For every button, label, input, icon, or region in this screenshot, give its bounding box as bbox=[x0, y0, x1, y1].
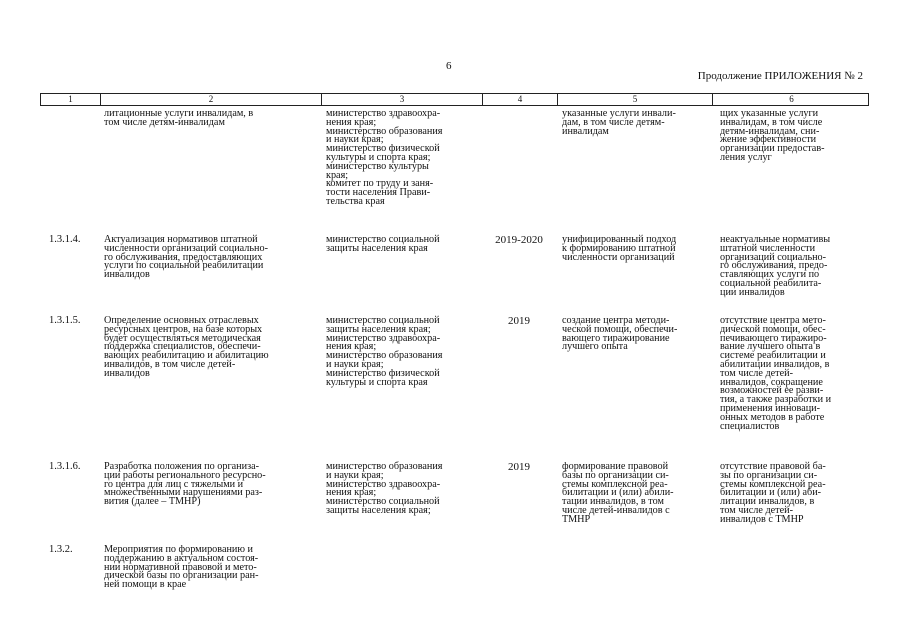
responsible-cell: министерство социальной защиты населения края; министерство здравоохра- нения края; министерство образования и науки края; министерство физической культуры и спорта края bbox=[326, 315, 443, 388]
result-cell: формирование правовой базы по организации си- стемы комплексной реа- билитации и (или) абили- тации инвалидов, в том числе детей-инвалидов с ТМНР bbox=[562, 461, 674, 525]
item-number: 1.3.1.5. bbox=[49, 315, 81, 326]
item-number: 1.3.1.6. bbox=[49, 461, 81, 472]
result-cell: унифицированный подход к формированию штатной численности организаций bbox=[562, 234, 677, 263]
period-cell: 2019 bbox=[508, 315, 530, 327]
responsible-cell: министерство социальной защиты населения края bbox=[326, 234, 440, 254]
result-cell: указанные услуги инвали- дам, в том числе детям- инвалидам bbox=[562, 108, 676, 137]
event-cell: литационные услуги инвалидам, в том числе детям-инвалидам bbox=[104, 108, 254, 128]
result-cell: создание центра методи- ческой помощи, обеспечи- вающего тиражирование лучшего опыта bbox=[562, 315, 678, 353]
consequence-cell: отсутствие правовой ба- зы по организации си- стемы комплексной реа- билитации и (или) аби- литации инвалидов, в том числе детей- инвалидов с ТМНР bbox=[720, 461, 826, 525]
responsible-cell: министерство образования и науки края; министерство здравоохра- нения края; министерство социальной защиты населения края; bbox=[326, 461, 443, 516]
period-cell: 2019-2020 bbox=[495, 234, 543, 246]
item-number: 1.3.1.4. bbox=[49, 234, 81, 245]
table-header-row bbox=[40, 93, 869, 106]
consequence-cell: щих указанные услуги инвалидам, в том числе детям-инвалидам, сни- жение эффективности организации предостав- ления услуг bbox=[720, 108, 825, 163]
header-col-1: 1 bbox=[68, 94, 73, 104]
item-number: 1.3.2. bbox=[49, 544, 73, 555]
header-col-3: 3 bbox=[321, 94, 482, 105]
header-col-6: 6 bbox=[712, 94, 870, 105]
header-col-5: 5 bbox=[557, 94, 712, 105]
responsible-cell: министерство здравоохра- нения края; министерство образования и науки края; министерство физической культуры и спорта края; министерство культуры края; комитет по труду и заня- тости населения Прави- тельства края bbox=[326, 108, 443, 207]
consequence-cell: отсутствие центра мето- дической помощи, обес- печивающего тиражиро- вание лучшего опыта в системе реабилитации и абилитации инвалидов, в том числе детей- инвалидов, сокращение возможностей ее разви- тия, а также разработки и применения инноваци- онных методов в работе специалистов bbox=[720, 315, 832, 432]
event-cell: Мероприятия по формированию и поддержанию в актуальном состоя- нии нормативной правовой и мето- дической базы по организации ран- ней помощи в крае bbox=[104, 544, 259, 591]
period-cell: 2019 bbox=[508, 461, 530, 473]
event-cell: Разработка положения по организа- ции работы регионального ресурсно- го центра для лиц с тяжелыми и множественными нарушениями раз- вития (далее – ТМНР) bbox=[104, 461, 266, 508]
continuation-label: Продолжение ПРИЛОЖЕНИЯ № 2 bbox=[697, 70, 863, 82]
consequence-cell: неактуальные нормативы штатной численности организаций социально- го обслуживания, предо- ставляющих услуги по социальной реабилита- ции инвалидов bbox=[720, 234, 831, 298]
header-col-4: 4 bbox=[482, 94, 557, 105]
page-number: 6 bbox=[446, 60, 452, 72]
event-cell: Актуализация нормативов штатной численности организаций социально- го обслуживания, предоставляющих услуги по социальной реабилитации инвалидов bbox=[104, 234, 268, 281]
event-cell: Определение основных отраслевых ресурсных центров, на базе которых будет осуществляться методическая поддержка специалистов, обеспечи- вающих реабилитацию и абилитацию инвалидов, в том числе детей- инвалидов bbox=[104, 315, 269, 379]
header-col-2: 2 bbox=[100, 94, 321, 105]
